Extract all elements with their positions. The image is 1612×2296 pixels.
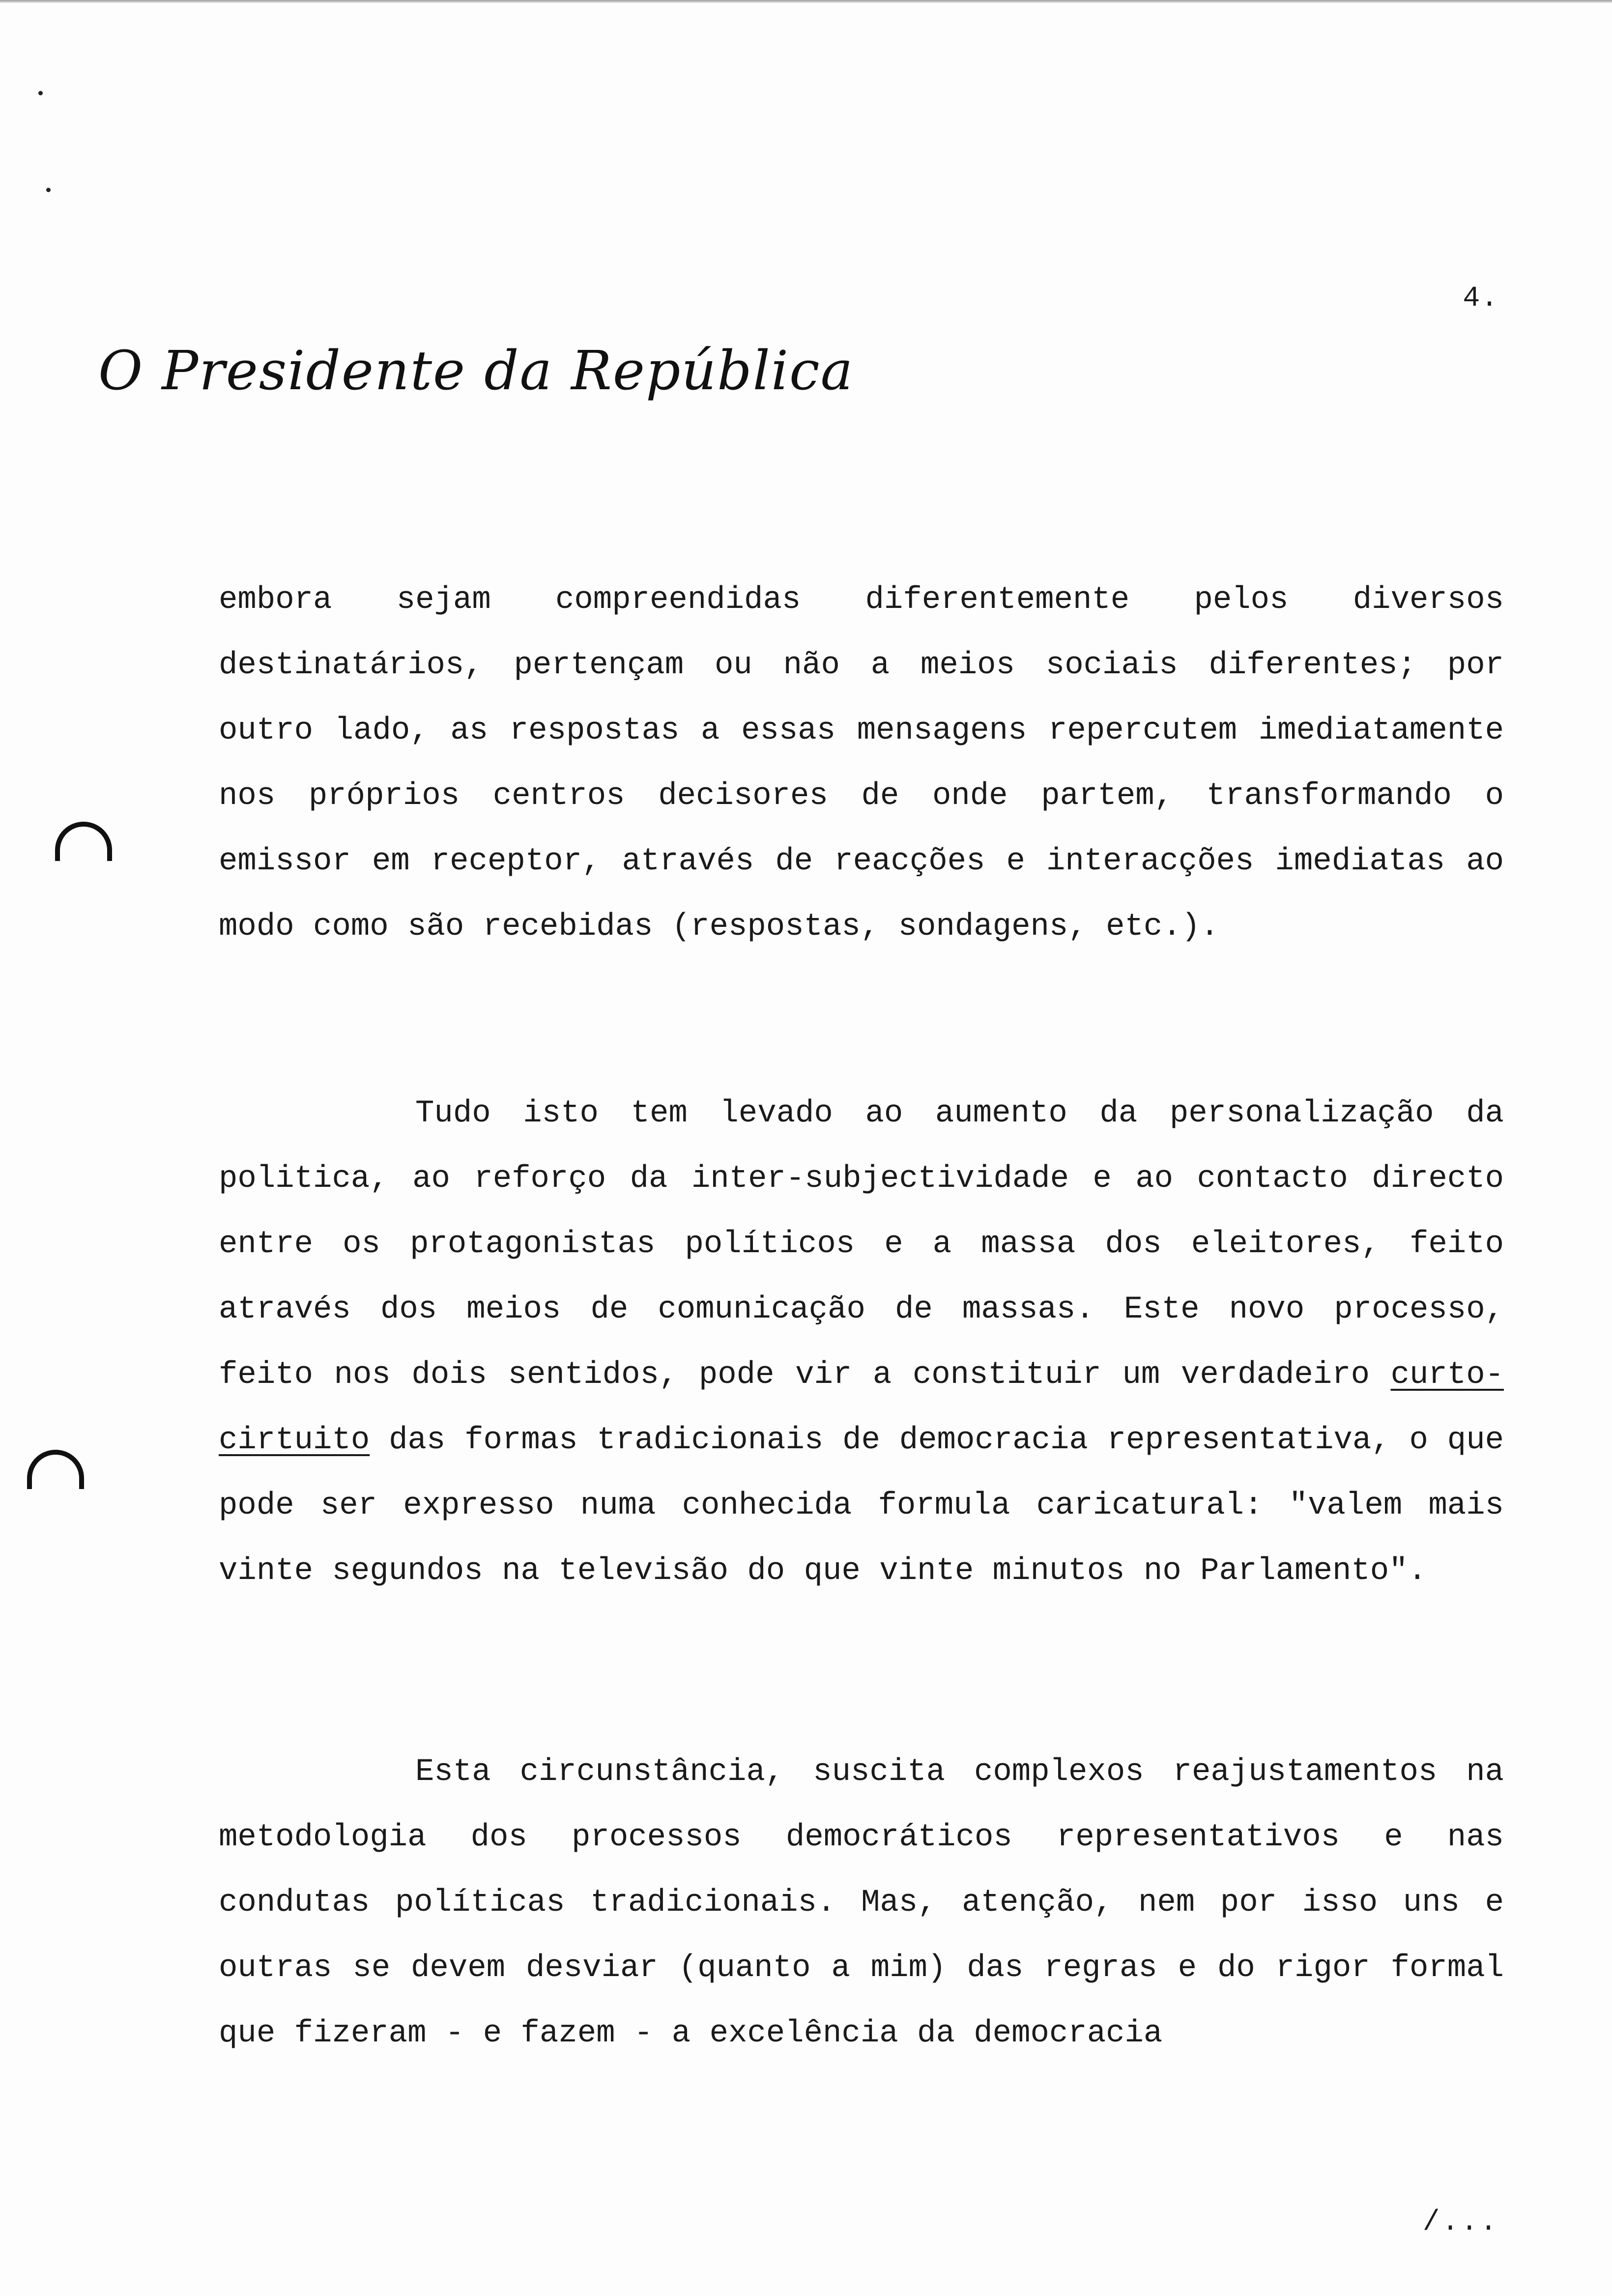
scan-speck xyxy=(46,188,51,192)
paragraph-3 xyxy=(219,1740,1504,2066)
scan-top-edge xyxy=(0,0,1612,3)
page-number: 4. xyxy=(1463,283,1499,315)
scan-speck xyxy=(38,91,43,95)
paragraph-2-text xyxy=(219,1081,1504,1604)
continuation-mark: /... xyxy=(1422,2207,1499,2239)
punch-hole-bottom xyxy=(27,1450,84,1489)
paragraph-1-text: embora sejam compreendidas diferentemente pelos diversos destinatários, pertençam ou não a meios sociais diferentes; por outro lado, as respostas a essas mensagens repercutem imediatamente nos próprios centros decisores de onde partem, transformando o emissor em receptor, através de reacções e interacções imediatas ao modo como são recebidas (respostas, sondagens, etc.). xyxy=(219,582,1504,945)
punch-hole-top xyxy=(55,822,112,861)
paragraph-2 xyxy=(219,1081,1504,1604)
paragraph-2-before: Tudo isto tem levado ao aumento da personalização da politica, ao reforço da inter-subjectividade e ao contacto directo entre os protagonistas políticos e a massa dos eleitores, feito através dos meios de comunicação de massas. Este novo processo, feito nos dois sentidos, pode vir a constituir um verdadeiro xyxy=(219,1096,1504,1393)
paragraph-3-text: Esta circunstância, suscita complexos reajustamentos na metodologia dos processos democráticos representativos e nas condutas políticas tradicionais. Mas, atenção, nem por isso uns e outras se devem desviar (quanto a mim) das regras e do rigor formal que fizeram - e fazem - a excelência da democracia xyxy=(219,1754,1504,2051)
paragraph-2-after: das formas tradicionais de democracia representativa, o que pode ser expresso numa conhecida formula caricatural: "valem mais vinte segundos na televisão do que vinte minutos no Parlamento". xyxy=(219,1423,1504,1589)
underlined-term: curto-cirtuito xyxy=(219,1357,1504,1458)
paragraph-1 xyxy=(219,568,1504,960)
letterhead-title: O Presidente da República xyxy=(98,339,854,402)
